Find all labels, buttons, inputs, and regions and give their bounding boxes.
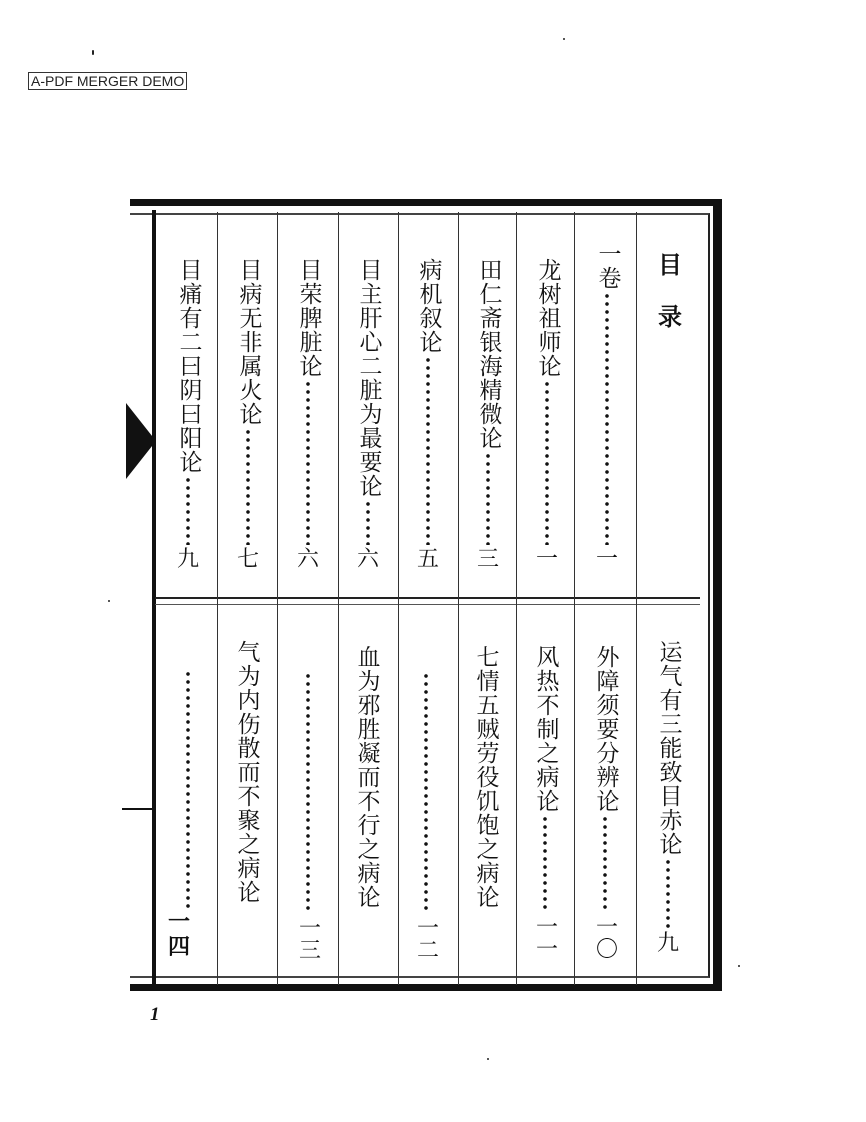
toc-entry[interactable]: [288, 670, 328, 960]
column-rule: [516, 212, 517, 985]
leader-dots: [486, 452, 490, 545]
toc-entry-title: 一卷: [594, 242, 621, 290]
toc-entry-title: 七情五贼劳役饥饱之病论: [472, 645, 499, 909]
scan-speck: [92, 50, 94, 55]
column-rule: [217, 212, 218, 985]
toc-entry-page: 一: [595, 547, 618, 572]
toc-entry-title: 气为内伤散而不聚之病论: [233, 640, 260, 904]
toc-entry-title: 目痛有二曰阴曰阳论: [175, 258, 202, 474]
toc-entry[interactable]: [648, 640, 688, 956]
toc-entry[interactable]: [465, 645, 505, 941]
toc-entry-page: 七: [236, 547, 259, 572]
scan-speck: [108, 600, 110, 602]
toc-entry[interactable]: [228, 258, 268, 572]
column-rule: [338, 212, 339, 985]
leader-dots: [666, 858, 670, 929]
leader-dots: [605, 292, 609, 545]
toc-entry-page: 六: [356, 547, 379, 572]
toc-entry-title: 外障须要分辨论: [592, 645, 619, 813]
watermark-label: A-PDF MERGER DEMO: [28, 72, 187, 90]
column-rule: [398, 212, 399, 985]
toc-entry[interactable]: [408, 258, 448, 572]
column-rule: [277, 212, 278, 985]
scan-speck: [487, 1058, 489, 1060]
binding-mark: [126, 403, 156, 479]
toc-entry-page: 三: [476, 547, 499, 572]
toc-entry-title: 风热不制之病论: [532, 645, 559, 813]
toc-entry-page: 九: [176, 547, 199, 572]
toc-entry-title: 目主肝心二脏为最要论: [355, 258, 382, 498]
toc-entry-title: 田仁斋银海精微论: [475, 258, 502, 450]
column-rule: [458, 212, 459, 985]
toc-entry-title: 龙树祖师论: [534, 258, 561, 378]
toc-entry[interactable]: [348, 258, 388, 572]
row-divider: [155, 597, 700, 605]
scan-speck: [738, 965, 740, 967]
toc-entry[interactable]: [406, 670, 446, 960]
toc-entry-page: 一三: [295, 916, 321, 960]
leader-dots: [426, 356, 430, 545]
toc-entry-title: 目病无非属火论: [235, 258, 262, 426]
toc-entry[interactable]: [226, 640, 266, 936]
leader-dots: [186, 476, 190, 545]
column-rule: [636, 212, 637, 985]
binding-tick: [122, 808, 156, 810]
toc-entry[interactable]: [587, 242, 627, 572]
toc-entry-page: 五: [416, 547, 439, 572]
toc-entry-title: 血为邪胜凝而不行之病论: [353, 645, 380, 909]
toc-entry[interactable]: [346, 645, 386, 941]
leader-dots: [366, 500, 370, 545]
leader-dots: [603, 815, 607, 913]
leader-dots: [545, 380, 549, 545]
toc-entry-title: 病机叙论: [415, 258, 442, 354]
toc-entry-title: 运气有三能致目赤论: [655, 640, 682, 856]
leader-dots: [424, 672, 428, 914]
toc-entry[interactable]: [168, 258, 208, 572]
toc-heading-text: 目录: [653, 252, 683, 356]
toc-entry-page: 一一: [532, 915, 558, 959]
toc-entry[interactable]: [168, 668, 208, 960]
leader-dots: [186, 670, 190, 908]
column-rule: [574, 212, 575, 985]
leader-dots: [543, 815, 547, 913]
toc-entry-page: 一〇: [592, 915, 618, 959]
toc-heading: [648, 252, 688, 362]
leader-dots: [306, 380, 310, 545]
toc-entry[interactable]: [525, 645, 565, 959]
scan-speck: [563, 38, 565, 40]
toc-entry-page: 一: [535, 547, 558, 572]
toc-entry-page: 一四: [168, 909, 191, 960]
leader-dots: [306, 672, 310, 914]
leader-dots: [246, 428, 250, 545]
toc-entry[interactable]: [527, 258, 567, 572]
toc-entry[interactable]: [585, 645, 625, 959]
page-number: 1: [150, 1004, 160, 1025]
toc-entry[interactable]: [288, 258, 328, 572]
toc-entry[interactable]: [468, 258, 508, 572]
toc-entry-page: 九: [656, 931, 679, 956]
toc-entry-title: 目荣脾脏论: [295, 258, 322, 378]
toc-entry-page: 一二: [413, 916, 439, 960]
toc-entry-page: 六: [296, 547, 319, 572]
